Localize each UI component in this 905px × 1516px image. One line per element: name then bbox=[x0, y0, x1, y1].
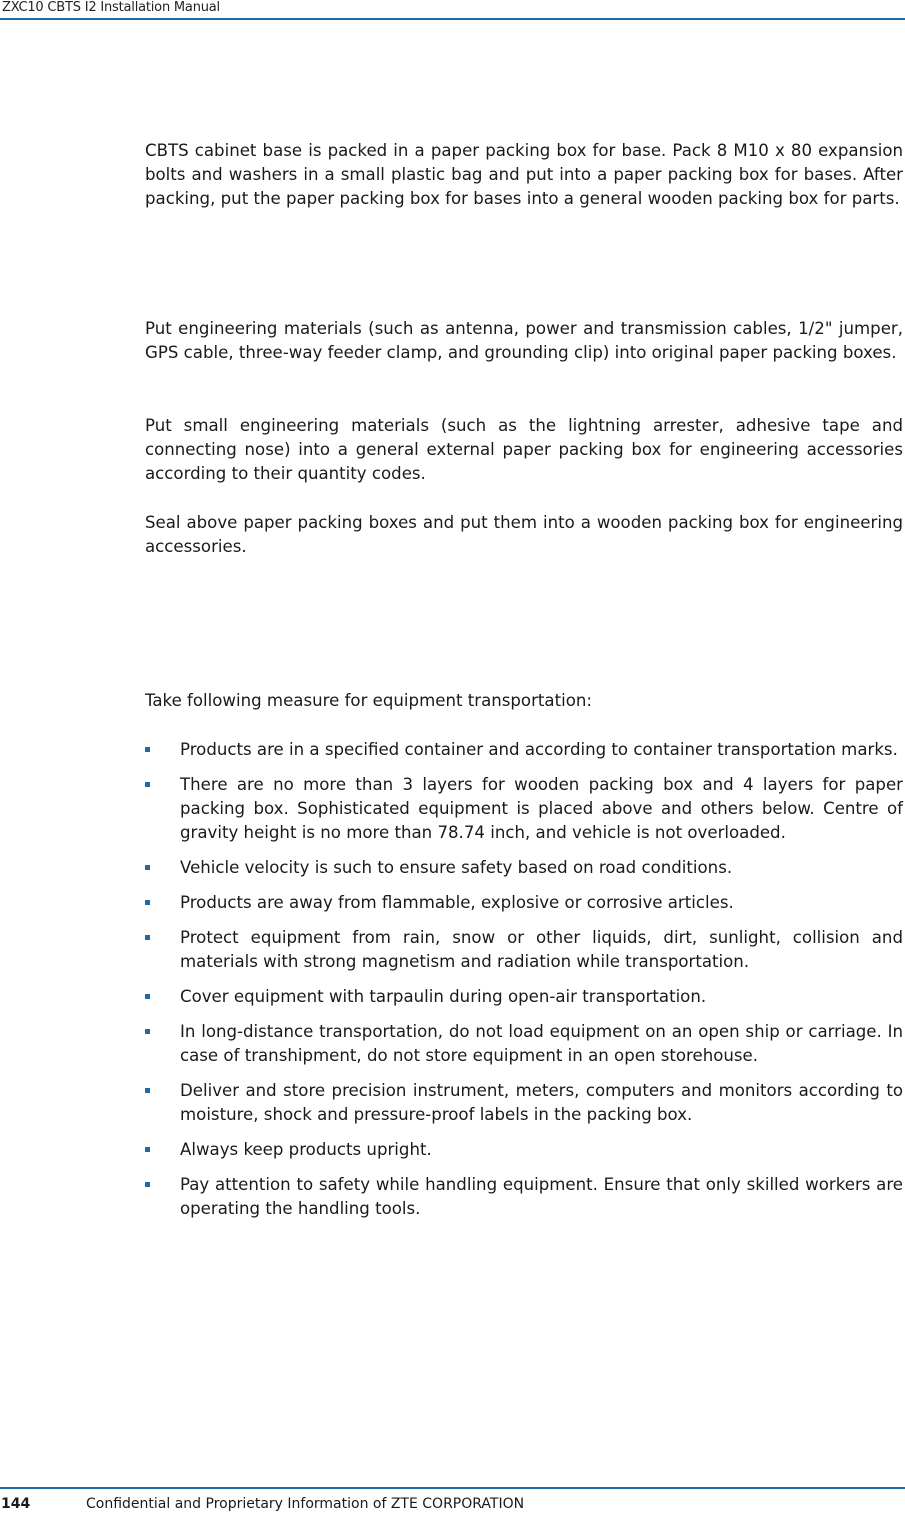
paragraph-small-materials: Put small engineering materials (such as the lightning arrester, adhesive tape and connecting nose) into a general external paper packing box for engineering accessories according to their quantity codes. bbox=[145, 416, 903, 483]
footer-rule bbox=[0, 1487, 905, 1489]
footer-confidentiality-text: Confidential and Proprietary Information of ZTE CORPORATION bbox=[86, 1496, 525, 1512]
list-item bbox=[145, 1173, 903, 1221]
list-item bbox=[145, 891, 903, 915]
header-rule bbox=[0, 18, 905, 20]
list-item-text: Vehicle velocity is such to ensure safety based on road conditions. bbox=[180, 858, 733, 877]
list-item-text: Always keep products upright. bbox=[180, 1140, 432, 1159]
page-header bbox=[0, 0, 905, 24]
bullet-square-icon bbox=[145, 1029, 150, 1034]
transport-measures-list bbox=[145, 738, 903, 1232]
list-item bbox=[145, 738, 903, 762]
list-item bbox=[145, 856, 903, 880]
bullet-square-icon bbox=[145, 900, 150, 905]
bullet-square-icon bbox=[145, 994, 150, 999]
list-item-text: Products are in a specified container and according to container transportation marks. bbox=[180, 740, 898, 759]
paragraph-transport-intro: Take following measure for equipment transportation: bbox=[145, 691, 592, 710]
list-item-text: Products are away from flammable, explosive or corrosive articles. bbox=[180, 893, 734, 912]
bullet-square-icon bbox=[145, 782, 150, 787]
list-item-text: Cover equipment with tarpaulin during open-air transportation. bbox=[180, 987, 707, 1006]
bullet-square-icon bbox=[145, 1147, 150, 1152]
list-item-text: Deliver and store precision instrument, meters, computers and monitors according to moisture, shock and pressure-proof labels in the packing box. bbox=[180, 1081, 903, 1124]
bullet-square-icon bbox=[145, 747, 150, 752]
list-item bbox=[145, 926, 903, 974]
paragraph-cabinet-base: CBTS cabinet base is packed in a paper packing box for base. Pack 8 M10 x 80 expansion bolts and washers in a small plastic bag and put into a paper packing box for bases. After packing, put the paper packing box for bases into a general wooden packing box for parts. bbox=[145, 141, 903, 208]
list-item-text: In long-distance transportation, do not load equipment on an open ship or carriage. In case of transhipment, do not store equipment in an open storehouse. bbox=[180, 1022, 903, 1065]
paragraph-seal-boxes: Seal above paper packing boxes and put them into a wooden packing box for engineering accessories. bbox=[145, 513, 903, 556]
list-item bbox=[145, 773, 903, 845]
header-title: ZXC10 CBTS I2 Installation Manual bbox=[2, 0, 220, 15]
list-item-text: Pay attention to safety while handling equipment. Ensure that only skilled workers are operating the handling tools. bbox=[180, 1175, 903, 1218]
list-item bbox=[145, 1020, 903, 1068]
page-number: 144 bbox=[1, 1496, 31, 1512]
list-item bbox=[145, 985, 903, 1009]
bullet-square-icon bbox=[145, 1182, 150, 1187]
list-item-text: Protect equipment from rain, snow or other liquids, dirt, sunlight, collision and materials with strong magnetism and radiation while transportation. bbox=[180, 928, 903, 971]
bullet-square-icon bbox=[145, 1088, 150, 1093]
paragraph-engineering-materials: Put engineering materials (such as antenna, power and transmission cables, 1/2" jumper, GPS cable, three-way feeder clamp, and grounding clip) into original paper packing boxes. bbox=[145, 319, 903, 362]
list-item bbox=[145, 1138, 903, 1162]
bullet-square-icon bbox=[145, 865, 150, 870]
list-item bbox=[145, 1079, 903, 1127]
bullet-square-icon bbox=[145, 935, 150, 940]
list-item-text: There are no more than 3 layers for wooden packing box and 4 layers for paper packing box. Sophisticated equipment is placed above and others below. Centre of gravity height is no more than 78.74 inch, and vehicle is not overloaded. bbox=[180, 775, 903, 842]
